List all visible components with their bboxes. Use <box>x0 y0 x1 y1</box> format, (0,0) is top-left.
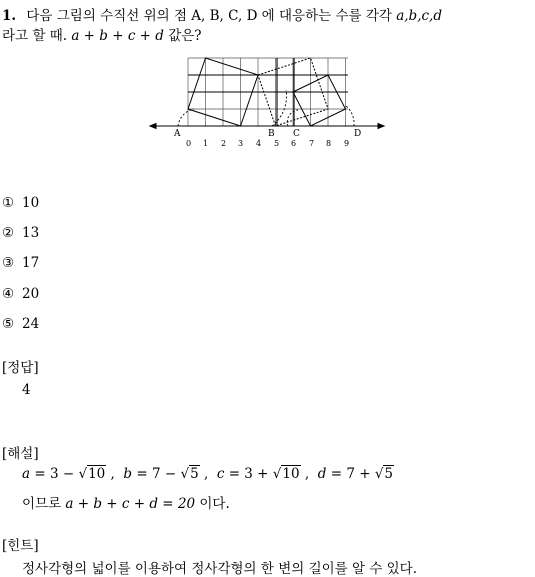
question-line-1 <box>2 4 442 24</box>
sqrt-d: √5 <box>374 466 394 482</box>
choice-mark: ⑤ <box>2 316 15 332</box>
sqrt-c-radicand: 10 <box>282 466 300 482</box>
tick-label: 9 <box>344 139 350 148</box>
expl-line2-expr: a + b + c + d = 20 <box>65 496 196 512</box>
expl-b-lhs: b <box>123 466 133 482</box>
sqrt-b: √5 <box>180 466 199 482</box>
question-line-2 <box>2 24 202 44</box>
axis <box>150 124 384 129</box>
choice-mark: ② <box>2 225 15 241</box>
tick-labels <box>186 139 349 148</box>
expl-line2-suffix: 이다. <box>199 496 230 512</box>
choice-value: 20 <box>22 286 40 302</box>
sqrt-c: √10 <box>272 466 300 482</box>
expl-c-rhs: = 3 + <box>228 466 269 482</box>
question-expr: a + b + c + d <box>71 28 164 44</box>
tick-label: 6 <box>291 139 297 148</box>
expl-c-lhs: c <box>216 466 225 482</box>
question-text-1: 다음 그림의 수직선 위의 점 A, B, C, D 에 대응하는 수를 각각 <box>26 8 392 24</box>
sqrt-a: √10 <box>78 466 106 482</box>
question-text-2-prefix: 라고 할 때. <box>2 28 68 44</box>
question-number: 1. <box>2 8 17 24</box>
choice-3[interactable] <box>2 255 39 271</box>
choice-1[interactable] <box>2 195 39 211</box>
number-line-svg <box>148 50 388 150</box>
choice-mark: ④ <box>2 286 15 302</box>
choice-5[interactable] <box>2 316 39 332</box>
question-text-2-suffix: 값은? <box>168 28 202 44</box>
explanation-line-1: a = 3 − √10 , b = 7 − √5 , c = 3 + √10 , d = 7 + √5 <box>22 466 394 482</box>
choice-4[interactable] <box>2 286 39 302</box>
expl-a-rhs: = 3 − <box>34 466 75 482</box>
expl-d-lhs: d <box>317 466 327 482</box>
sqrt-d-radicand: 5 <box>384 466 394 482</box>
tick-label: 2 <box>221 139 227 148</box>
choice-mark: ③ <box>2 255 15 271</box>
tick-label: 5 <box>274 139 280 148</box>
expl-line2-prefix: 이므로 <box>22 496 62 512</box>
choice-value: 17 <box>22 255 40 271</box>
explanation-title: [해설] <box>2 446 39 462</box>
tick-label: 1 <box>203 139 209 148</box>
tick-label: 7 <box>309 139 315 148</box>
choice-value: 13 <box>22 225 40 241</box>
hint-title: [힌트] <box>2 538 39 554</box>
expl-b-rhs: = 7 − <box>136 466 177 482</box>
tick-label: 0 <box>186 139 192 148</box>
answer-value: 4 <box>22 382 31 398</box>
choice-value: 10 <box>22 195 40 211</box>
question-vars: a,b,c,d <box>396 8 442 24</box>
point-label-d: D <box>354 129 362 139</box>
explanation-line-2 <box>22 492 230 512</box>
hint-text: 정사각형의 넓이를 이용하여 정사각형의 한 변의 길이를 알 수 있다. <box>22 561 418 577</box>
point-label-c: C <box>293 129 300 139</box>
grid-emphasis <box>188 58 348 126</box>
choice-mark: ① <box>2 195 15 211</box>
sqrt-a-radicand: 10 <box>88 466 106 482</box>
expl-a-lhs: a <box>22 466 31 482</box>
tick-label: 3 <box>238 139 244 148</box>
answer-title: [정답] <box>2 360 39 376</box>
number-line-figure <box>148 50 388 154</box>
choice-value: 24 <box>22 316 40 332</box>
tick-label: 4 <box>256 139 262 148</box>
point-label-b: B <box>268 129 275 139</box>
point-labels <box>173 129 361 139</box>
tick-label: 8 <box>326 139 332 148</box>
point-label-a: A <box>174 129 181 139</box>
expl-d-rhs: = 7 + <box>330 466 371 482</box>
sqrt-b-radicand: 5 <box>190 466 199 482</box>
choice-2[interactable] <box>2 225 39 241</box>
